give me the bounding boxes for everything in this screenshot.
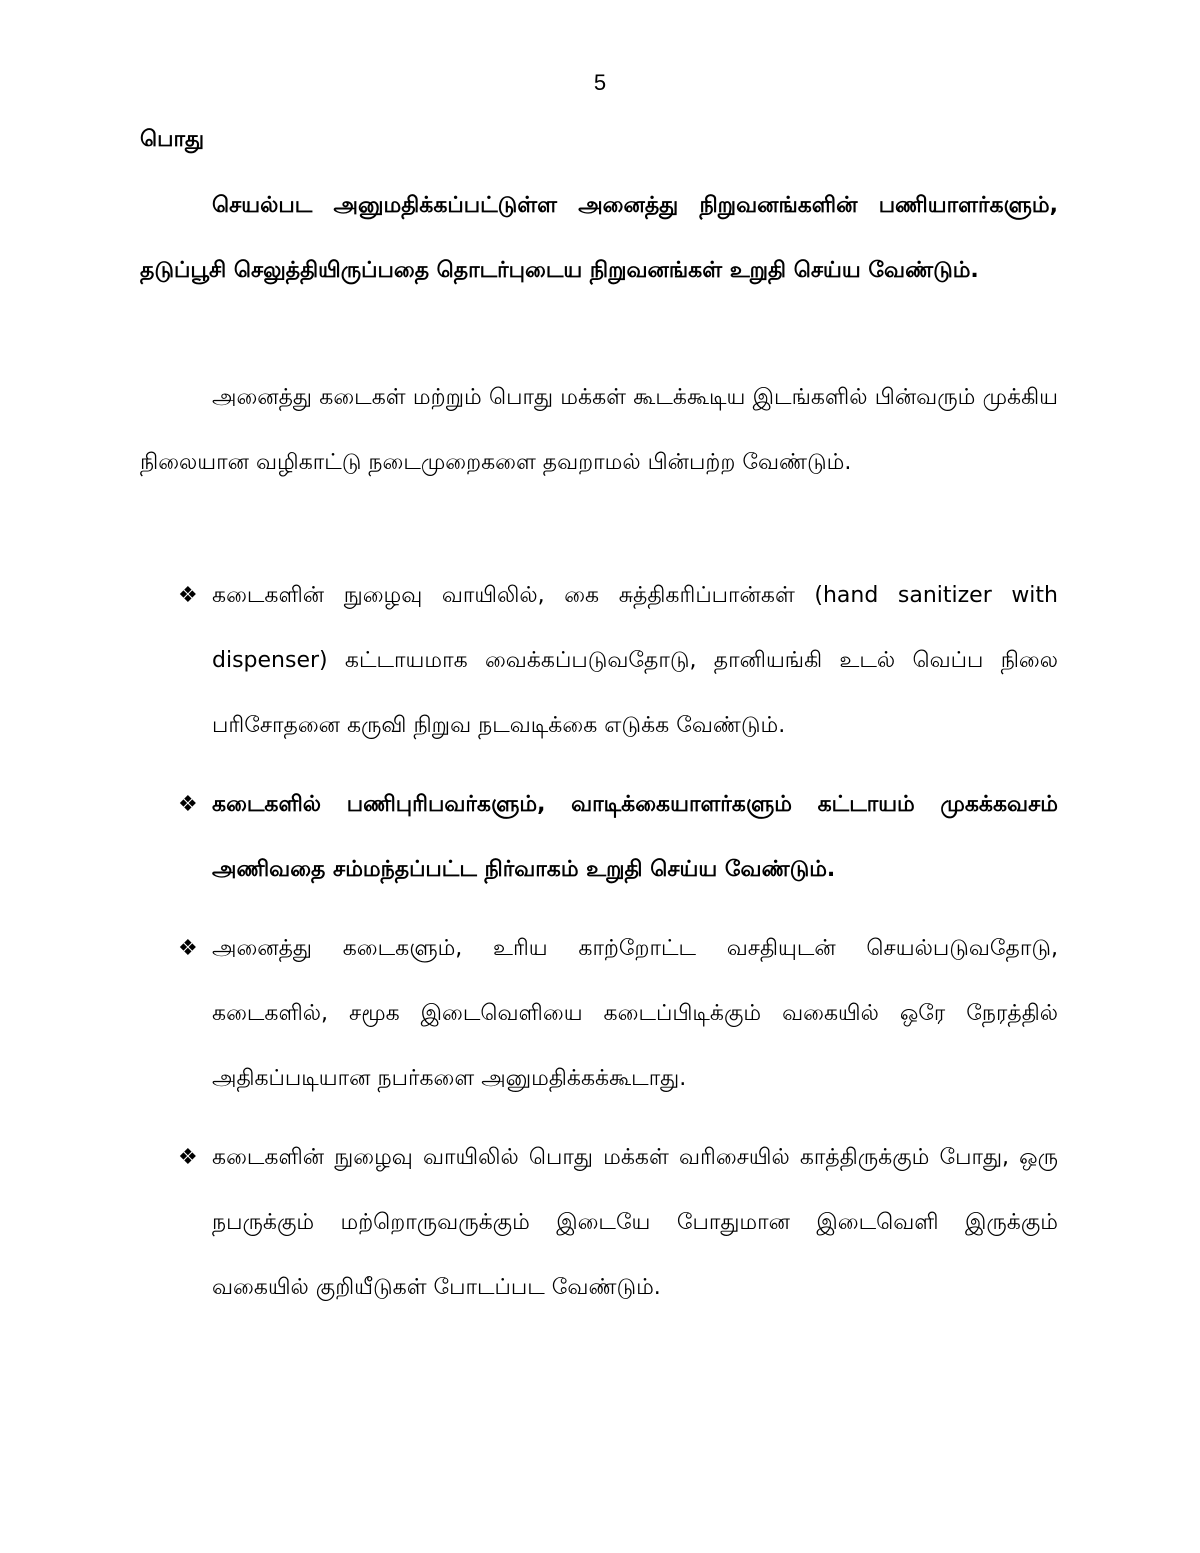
diamond-bullet-icon: ❖ [178,792,198,817]
paragraph-shops-guidelines: அனைத்து கடைகள் மற்றும் பொது மக்கள் கூடக்கூடிய இடங்களில் பின்வரும் முக்கிய நிலையான வழிகாட்டு நடைமுறைகளை தவறாமல் பின்பற்ற வேண்டும். [140,385,1058,475]
section-heading: பொது [140,127,205,152]
list-item [178,1125,1058,1320]
paragraph-employees-vaccination: செயல்பட அனுமதிக்கப்பட்டுள்ள அனைத்து நிறுவனங்களின் பணியாளர்களும், தடுப்பூசி செலுத்தியிருப்பதை தொடர்புடைய நிறுவனங்கள் உறுதி செய்ய வேண்டும். [140,193,1058,283]
list-item-text: அனைத்து கடைகளும், உரிய காற்றோட்ட வசதியுடன் செயல்படுவதோடு, கடைகளில், சமூக இடைவெளியை கடைப்பிடிக்கும் வகையில் ஒரே நேரத்தில் அதிகப்படியான நபர்களை அனுமதிக்கக்கூடாது. [212,936,1058,1091]
diamond-bullet-icon: ❖ [178,1145,198,1170]
list-item-text: கடைகளின் நுழைவு வாயிலில், கை சுத்திகரிப்பான்கள் (hand sanitizer with dispenser) கட்டாயமாக வைக்கப்படுவதோடு, தானியங்கி உடல் வெப்ப நிலை பரிசோதனை கருவி நிறுவ நடவடிக்கை எடுக்க வேண்டும். [212,583,1058,738]
list-item [178,916,1058,1111]
page-number: 5 [593,70,607,95]
list-item [178,563,1058,758]
list-item [178,772,1058,902]
diamond-bullet-icon: ❖ [178,936,198,961]
list-item-text: கடைகளின் நுழைவு வாயிலில் பொது மக்கள் வரிசையில் காத்திருக்கும் போது, ஒரு நபருக்கும் மற்றொருவருக்கும் இடையே போதுமான இடைவெளி இருக்கும் வகையில் குறியீடுகள் போடப்பட வேண்டும். [212,1145,1058,1300]
list-item-text: கடைகளில் பணிபுரிபவர்களும், வாடிக்கையாளர்களும் கட்டாயம் முகக்கவசம் அணிவதை சம்மந்தப்பட்ட நிர்வாகம் உறுதி செய்ய வேண்டும். [212,792,1058,882]
diamond-bullet-icon: ❖ [178,583,198,608]
guideline-list [178,563,1058,1334]
